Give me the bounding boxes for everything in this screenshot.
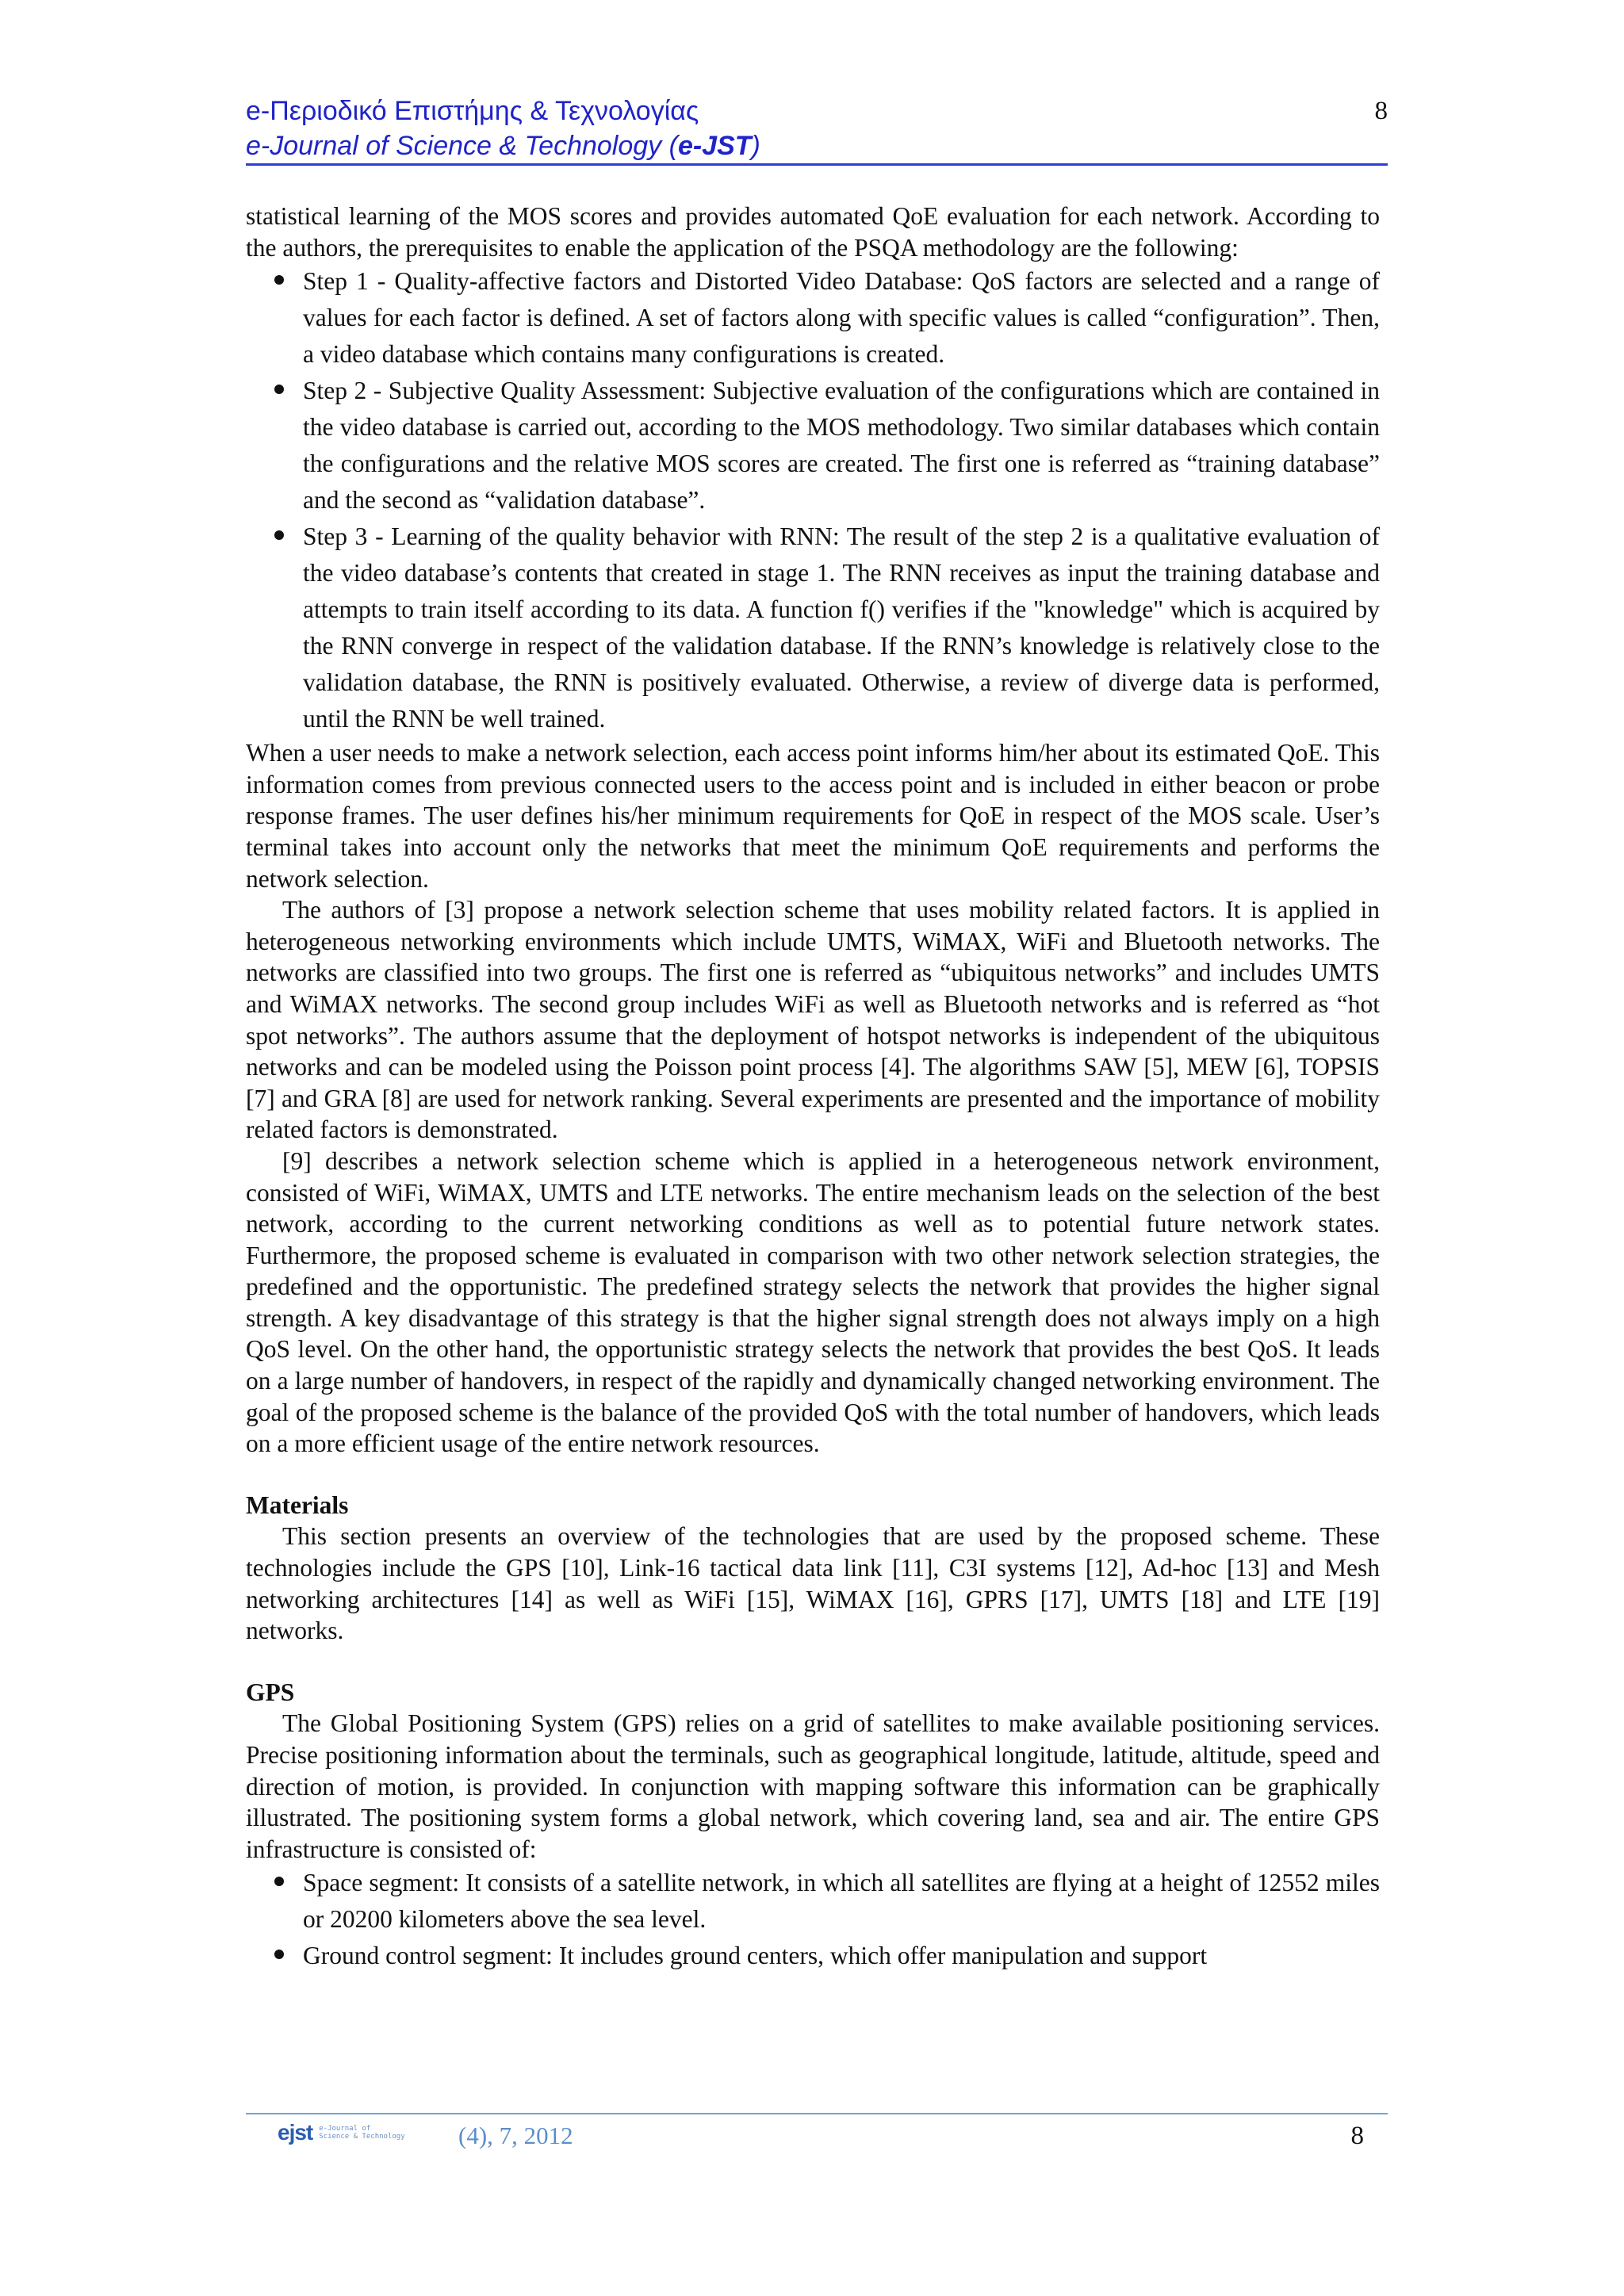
paragraph: When a user needs to make a network selection, each access point informs him/her about its estimated QoE. This information comes from previous connected users to the access point and is included in either beacon or probe response frames. The user defines his/her minimum requirements for QoE in respect of the MOS scale. User’s terminal takes into account only the networks that meet the minimum QoE requirements and performs the network selection. <box>246 739 1380 893</box>
journal-title-english <box>246 128 1388 163</box>
footer-divider <box>246 2113 1388 2114</box>
list-item <box>303 1865 1380 1938</box>
bullet-icon <box>274 275 284 285</box>
list-item-text: Ground control segment: It includes ground centers, which offer manipulation and support <box>303 1942 1208 1970</box>
paragraph: The Global Positioning System (GPS) relies on a grid of satellites to make available positioning services. Precise positioning information about the terminals, such as geographical longitude, latitude, altitude, speed and direction of motion, is provided. In conjunction with mapping software this information can be graphically illustrated. The positioning system forms a global network, which covering land, sea and air. The entire GPS infrastructure is consisted of: <box>246 1709 1380 1863</box>
list-item <box>303 263 1380 373</box>
list-item-text: Step 1 - Quality-affective factors and Distorted Video Database: QoS factors are selected and a range of values for each factor is defined. A set of factors along with specific values is called “configuration”. Then, a video database which contains many configurations is created. <box>303 267 1380 369</box>
section-heading-materials: Materials <box>246 1490 349 1519</box>
journal-title-english-prefix: e-Journal of Science & Technology ( <box>246 131 678 161</box>
paragraph: This section presents an overview of the technologies that are used by the proposed scheme. These technologies include the GPS [10], Link-16 tactical data link [11], C3I systems [12], Ad-hoc [13] and Mesh networking architectures [14] as well as WiFi [15], WiMAX [16], GPRS [17], UMTS [18] and LTE [19] networks. <box>246 1522 1380 1645</box>
journal-logo <box>278 2120 405 2145</box>
bullet-icon <box>274 1877 284 1886</box>
page-footer <box>278 2118 1388 2158</box>
section-heading-gps: GPS <box>246 1678 295 1706</box>
step-list <box>246 263 1380 737</box>
logo-subtitle <box>319 2125 404 2141</box>
footer-page-number: 8 <box>1350 2122 1364 2150</box>
logo-subtitle-line-2: Science & Technology <box>319 2133 405 2141</box>
journal-abbreviation: e-JST <box>677 131 752 161</box>
header-divider <box>246 163 1388 166</box>
list-item <box>303 373 1380 519</box>
header-page-number: 8 <box>1374 97 1388 125</box>
issue-reference: (4), 7, 2012 <box>458 2122 573 2149</box>
gps-segment-list <box>246 1865 1380 1974</box>
paragraph: [9] describes a network selection scheme which is applied in a heterogeneous network environment, consisted of WiFi, WiMAX, UMTS and LTE networks. The entire mechanism leads on the selection of the best network, according to the current networking conditions as well as to potential future network states. Furthermore, the proposed scheme is evaluated in comparison with two other network selection strategies, the predefined and the opportunistic. The predefined strategy selects the network that provides the higher signal strength. A key disadvantage of this strategy is that the higher signal strength does not always imply on a high QoS level. On the other hand, the opportunistic strategy selects the network that provides the best QoS. It leads on a large number of handovers, in respect of the rapidly and dynamically changed networking environment. The goal of the proposed scheme is the balance of the provided QoS with the total number of handovers, which leads on a more efficient usage of the entire network resources. <box>246 1146 1380 1458</box>
list-item-text: Space segment: It consists of a satellite network, in which all satellites are flying at a height of 12552 miles or 20200 kilometers above the sea level. <box>303 1869 1380 1934</box>
logo-subtitle-line-1: e-Journal of <box>319 2125 371 2133</box>
logo-mark: ejst <box>278 2120 313 2145</box>
list-item-text: Step 3 - Learning of the quality behavior with RNN: The result of the step 2 is a qualitative evaluation of the video database’s contents that created in stage 1. The RNN receives as input the training database and attempts to train itself according to its data. A function f() verifies if the "knowledge" which is acquired by the RNN converge in respect of the validation database. If the RNN’s knowledge is relatively close to the validation database, the RNN is positively evaluated. Otherwise, a review of diverge data is performed, until the RNN be well trained. <box>303 522 1380 733</box>
bullet-icon <box>274 1950 284 1959</box>
article-body <box>246 201 1380 1974</box>
journal-title-english-suffix: ) <box>751 131 760 161</box>
paragraph: The authors of [3] propose a network selection scheme that uses mobility related factors. It is applied in heterogeneous networking environments which include UMTS, WiMAX, WiFi and Bluetooth networks. The networks are classified into two groups. The first one is referred as “ubiquitous networks” and includes UMTS and WiMAX networks. The second group includes WiFi as well as Bluetooth networks and is referred as “hot spot networks”. The authors assume that the deployment of hotspot networks is independent of the ubiquitous networks and can be modeled using the Poisson point process [4]. The algorithms SAW [5], MEW [6], TOPSIS [7] and GRA [8] are used for network ranking. Several experiments are presented and the importance of mobility related factors is demonstrated. <box>246 896 1380 1144</box>
journal-title-greek: e-Περιοδικό Επιστήμης & Τεχνολογίας <box>246 96 699 126</box>
bullet-icon <box>274 530 284 540</box>
paragraph: statistical learning of the MOS scores and provides automated QoE evaluation for each network. According to the authors, the prerequisites to enable the application of the PSQA methodology are the following: <box>246 202 1380 262</box>
spacer <box>246 1647 1380 1677</box>
spacer <box>246 1460 1380 1490</box>
bullet-icon <box>274 385 284 394</box>
page-header <box>246 94 1388 163</box>
list-item-text: Step 2 - Subjective Quality Assessment: Subjective evaluation of the configurations which are contained in the video database is carried out, according to the MOS methodology. Two similar databases which contain the configurations and the relative MOS scores are created. The first one is referred as “training database” and the second as “validation database”. <box>303 377 1380 515</box>
list-item <box>303 519 1380 737</box>
list-item <box>303 1938 1380 1974</box>
